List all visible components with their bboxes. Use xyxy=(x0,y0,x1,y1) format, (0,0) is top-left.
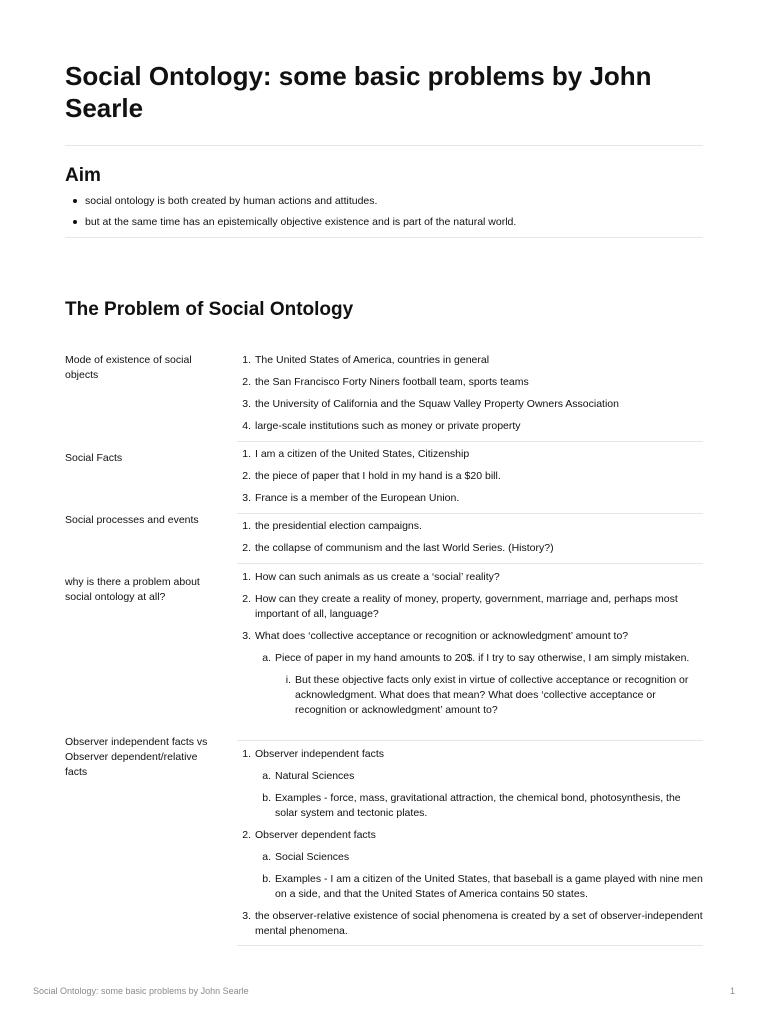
list-item: 3. What does ‘collective acceptance or recognition or acknowledgment’ amount to? a. Piece of paper in my hand amounts to 20$. if I try to say otherwise, I am simply mistaken. i. But these objective facts only exist in virtue of collective acceptance or recognition or acknowledgment. What does that mean? What does ‘collective acceptance or recognition or acknowledgment’ amount to? xyxy=(237,629,703,718)
list-item: a. Social Sciences xyxy=(262,851,350,863)
row-divider xyxy=(237,563,703,564)
row-divider xyxy=(237,740,703,741)
list-social-processes xyxy=(237,519,703,563)
aim-bullet: but at the same time has an epistemically objective existence and is part of the natural world. xyxy=(65,214,705,230)
list-item: 1. the presidential election campaigns. xyxy=(242,520,422,532)
list-item: i. But these objective facts only exist in virtue of collective acceptance or recognition or acknowledgment. What does that mean? What does ‘collective acceptance or recognition or acknowledgment’ amount to? xyxy=(285,674,689,716)
list-item: 2. the piece of paper that I hold in my hand is a $20 bill. xyxy=(242,470,501,482)
row-label-why-problem: why is there a problem about social ontology at all? xyxy=(65,576,200,603)
row-divider xyxy=(237,945,703,946)
list-why-problem xyxy=(237,570,703,725)
list-item: 1. I am a citizen of the United States, Citizenship xyxy=(242,448,470,460)
sub-sub-list xyxy=(237,673,703,718)
problem-heading: The Problem of Social Ontology xyxy=(65,299,354,320)
aim-heading: Aim xyxy=(65,165,101,186)
document-title: Social Ontology: some basic problems by John Searle xyxy=(65,61,652,123)
footer-title: Social Ontology: some basic problems by John Searle xyxy=(33,986,249,996)
list-item: 3. France is a member of the European Union. xyxy=(242,492,460,504)
list-item: 3. the observer-relative existence of social phenomena is created by a set of observer-independent mental phenomena. xyxy=(242,910,703,937)
divider xyxy=(65,237,703,238)
list-observer-facts xyxy=(237,747,703,946)
aim-bullet: social ontology is both created by human actions and attitudes. xyxy=(65,193,705,209)
row-label-social-facts: Social Facts xyxy=(65,452,123,464)
row-label-social-processes: Social processes and events xyxy=(65,514,199,526)
list-item: 2. Observer dependent facts a. Social Sciences b. Examples - I am a citizen of the United States, that baseball is a game played with nine men on a side, and that the United States of America contains 50 states. xyxy=(237,828,703,902)
divider xyxy=(65,145,703,146)
list-item: 1. How can such animals as us create a ‘social’ reality? xyxy=(242,571,500,583)
list-mode-of-existence xyxy=(237,353,703,441)
row-label-observer-facts: Observer independent facts vs Observer dependent/relative facts xyxy=(65,736,208,778)
page-number: 1 xyxy=(729,986,735,996)
row-label-mode-of-existence: Mode of existence of social objects xyxy=(65,354,192,381)
sub-list xyxy=(237,651,703,718)
list-item: 3. the University of California and the Squaw Valley Property Owners Association xyxy=(242,398,619,410)
list-item: 1. The United States of America, countries in general xyxy=(242,354,490,366)
list-item: 2. How can they create a reality of money, property, government, marriage and, perhaps most important of all, language? xyxy=(242,593,678,620)
list-item: b. Examples - I am a citizen of the United States, that baseball is a game played with nine men on a side, and that the United States of America contains 50 states. xyxy=(262,873,703,900)
row-divider xyxy=(237,513,703,514)
list-item: 1. Observer independent facts a. Natural Sciences b. Examples - force, mass, gravitational attraction, the chemical bond, photosynthesis, the solar system and tectonic plates. xyxy=(237,747,703,821)
list-item: 4. large-scale institutions such as money or private property xyxy=(242,420,521,432)
list-item: 2. the San Francisco Forty Niners football team, sports teams xyxy=(242,376,529,388)
list-social-facts xyxy=(237,447,703,513)
sub-list xyxy=(237,850,703,902)
aim-bullet-list xyxy=(65,193,705,235)
list-item: 2. the collapse of communism and the last World Series. (History?) xyxy=(242,542,554,554)
row-divider xyxy=(237,441,703,442)
list-item: a. Natural Sciences xyxy=(262,770,355,782)
sub-list xyxy=(237,769,703,821)
list-item: b. Examples - force, mass, gravitational attraction, the chemical bond, photosynthesis, the solar system and tectonic plates. xyxy=(262,792,681,819)
list-item: a. Piece of paper in my hand amounts to 20$. if I try to say otherwise, I am simply mistaken. i. But these objective facts only exist in virtue of collective acceptance or recognition or acknowledgment. What does that mean? What does ‘collective acceptance or recognition or acknowledgment’ amount to? xyxy=(237,651,703,718)
